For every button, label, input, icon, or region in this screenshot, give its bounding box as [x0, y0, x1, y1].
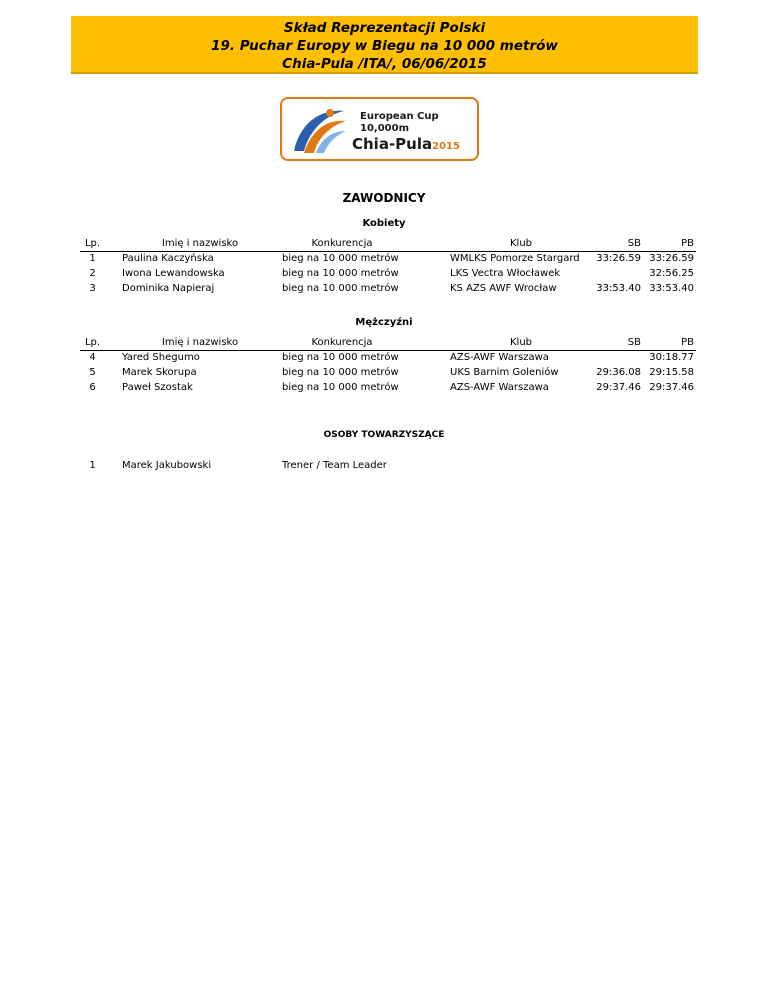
logo-city: Chia-Pula — [352, 135, 433, 153]
cell-lp: 1 — [89, 460, 96, 471]
staff-heading: OSOBY TOWARZYSZĄCE — [323, 430, 445, 440]
logo-year: 2015 — [432, 141, 460, 152]
women-heading: Kobiety — [362, 218, 406, 229]
col-club: Klub — [509, 238, 533, 249]
col-lp: Lp. — [84, 337, 101, 348]
table-row — [0, 366, 768, 380]
cell-club: LKS Vectra Włocławek — [450, 268, 561, 279]
col-event: Konkurencja — [311, 337, 373, 348]
logo-text-city — [352, 135, 460, 153]
table-row — [0, 252, 768, 266]
athletes-heading: ZAWODNICY — [342, 191, 426, 205]
men-table-header — [0, 336, 768, 350]
table-row — [0, 381, 768, 395]
cell-sb: 29:37.46 — [596, 382, 641, 393]
logo-text-cup: European Cup — [360, 111, 439, 122]
header-location-date: Chia-Pula /ITA/, 06/06/2015 — [282, 56, 487, 72]
cell-name: Paweł Szostak — [122, 382, 193, 393]
cell-event: bieg na 10 000 metrów — [282, 352, 399, 363]
cell-name: Yared Shegumo — [122, 352, 200, 363]
col-sb: SB — [627, 238, 641, 249]
col-name: Imię i nazwisko — [161, 238, 239, 249]
cell-club: WMLKS Pomorze Stargard — [450, 253, 580, 264]
european-cup-logo — [280, 97, 479, 161]
cell-lp: 4 — [89, 352, 96, 363]
cell-sb: 33:53.40 — [596, 283, 641, 294]
header-title: Skład Reprezentacji Polski — [283, 20, 486, 36]
cell-pb: 33:26.59 — [649, 253, 694, 264]
cell-club: AZS-AWF Warszawa — [450, 352, 549, 363]
header-event: 19. Puchar Europy w Biegu na 10 000 metrów — [211, 38, 558, 54]
cell-pb: 33:53.40 — [649, 283, 694, 294]
cell-sb: 33:26.59 — [596, 253, 641, 264]
cell-club: UKS Barnim Goleniów — [450, 367, 559, 378]
cell-club: KS AZS AWF Wrocław — [450, 283, 557, 294]
table-row — [0, 267, 768, 281]
cell-role: Trener / Team Leader — [282, 460, 387, 471]
cell-event: bieg na 10 000 metrów — [282, 367, 399, 378]
table-row — [0, 282, 768, 296]
cell-event: bieg na 10 000 metrów — [282, 382, 399, 393]
cell-lp: 1 — [89, 253, 96, 264]
document-header — [71, 16, 698, 74]
cell-lp: 3 — [89, 283, 96, 294]
cell-event: bieg na 10 000 metrów — [282, 268, 399, 279]
cell-lp: 5 — [89, 367, 96, 378]
cell-event: bieg na 10 000 metrów — [282, 253, 399, 264]
col-lp: Lp. — [84, 238, 101, 249]
cell-pb: 29:37.46 — [649, 382, 694, 393]
cell-name: Paulina Kaczyńska — [122, 253, 214, 264]
col-club: Klub — [509, 337, 533, 348]
cell-event: bieg na 10 000 metrów — [282, 283, 399, 294]
table-row — [0, 351, 768, 365]
col-sb: SB — [627, 337, 641, 348]
cell-sb: 29:36.08 — [596, 367, 641, 378]
col-pb: PB — [681, 238, 694, 249]
cell-club: AZS-AWF Warszawa — [450, 382, 549, 393]
logo-text-distance: 10,000m — [360, 123, 410, 134]
cell-lp: 2 — [89, 268, 96, 279]
cell-lp: 6 — [89, 382, 96, 393]
cell-pb: 30:18.77 — [649, 352, 694, 363]
cell-name: Iwona Lewandowska — [122, 268, 225, 279]
cell-name: Dominika Napieraj — [122, 283, 215, 294]
cell-pb: 32:56.25 — [649, 268, 694, 279]
cell-name: Marek Jakubowski — [122, 460, 212, 471]
runner-swoosh-icon — [290, 103, 348, 157]
col-name: Imię i nazwisko — [161, 337, 239, 348]
cell-name: Marek Skorupa — [122, 367, 197, 378]
col-event: Konkurencja — [311, 238, 373, 249]
women-table-header — [0, 237, 768, 251]
cell-pb: 29:15.58 — [649, 367, 694, 378]
men-heading: Mężczyźni — [355, 317, 413, 328]
col-pb: PB — [681, 337, 694, 348]
table-row — [0, 459, 768, 473]
